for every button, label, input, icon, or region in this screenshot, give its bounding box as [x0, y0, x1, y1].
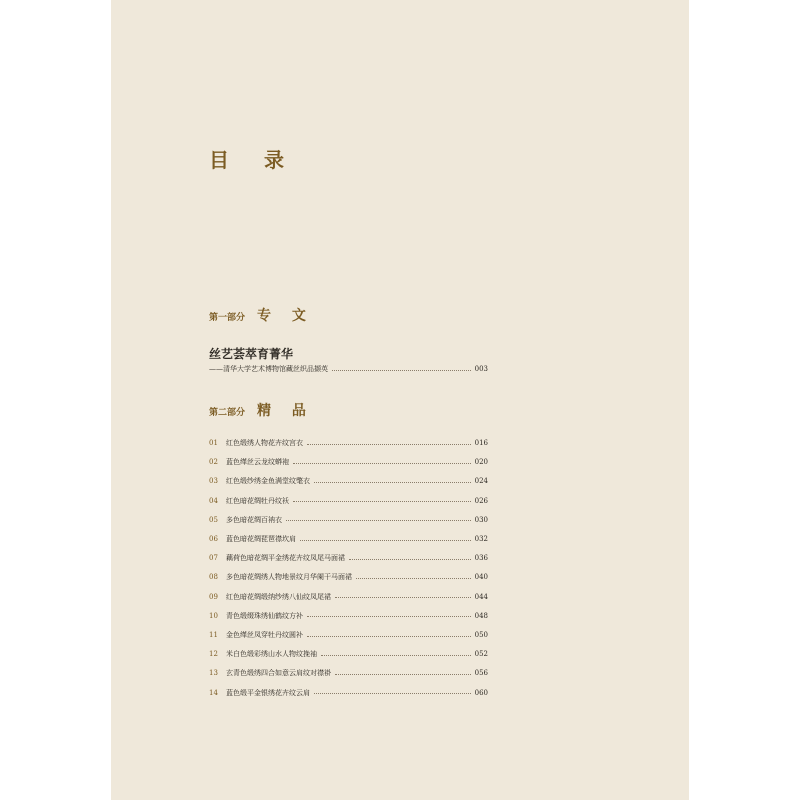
entry-number: 05	[209, 515, 218, 524]
part2-heading	[209, 400, 314, 420]
entry-page-number: 060	[474, 688, 488, 697]
toc-entry[interactable]	[209, 687, 488, 699]
entry-page-number: 048	[474, 611, 488, 620]
toc-entry[interactable]	[209, 495, 488, 507]
leader-dots	[349, 559, 471, 560]
entry-number: 02	[209, 458, 218, 467]
toc-entry[interactable]	[209, 610, 488, 622]
entry-page-number: 024	[474, 477, 488, 486]
entry-page-number: 050	[474, 631, 488, 639]
leader-dots	[293, 501, 471, 502]
entry-number: 04	[209, 496, 218, 505]
toc-entry[interactable]	[209, 475, 488, 487]
entry-title: 玄青色缎绣四合如意云肩纹对襟褂	[226, 669, 331, 678]
entry-title: 红色暗花绸缎纳纱绣八仙纹凤尾裙	[226, 592, 331, 601]
part1-heading	[209, 305, 314, 325]
entry-title: 红色缎纱绣金鱼满堂纹氅衣	[226, 477, 310, 486]
entry-page-number: 052	[474, 650, 488, 659]
entry-title: 米白色缎彩绣山水人物纹挽袖	[226, 650, 317, 659]
entry-title: 多色暗花绸绣人物地景纹月华阑干马面裙	[226, 573, 352, 582]
part2-label: 第二部分	[209, 408, 246, 418]
entry-number: 03	[209, 477, 218, 486]
entry-page-number: 030	[474, 515, 488, 524]
entry-number: 11	[209, 631, 218, 639]
leader-dots	[314, 693, 471, 694]
part2-name: 精 品	[257, 403, 314, 419]
entry-title: 青色缎缀珠绣仙鹤纹方补	[226, 611, 303, 620]
entry-title: 蓝色缎平金银绣花卉纹云肩	[226, 688, 310, 697]
toc-entry[interactable]	[209, 571, 488, 583]
toc-entry[interactable]	[209, 437, 488, 449]
leader-dots	[356, 578, 471, 579]
entry-title: 蓝色暗花绸琵琶襟坎肩	[226, 535, 296, 543]
entry-title: 多色暗花绸百衲衣	[226, 515, 282, 524]
toc-entry[interactable]	[209, 629, 488, 641]
entry-number: 12	[209, 650, 218, 659]
entry-page-number: 040	[474, 573, 488, 582]
essay-page-number: 003	[474, 365, 488, 373]
entry-number: 09	[209, 592, 218, 601]
leader-dots	[286, 520, 471, 521]
leader-dots	[335, 597, 471, 598]
part1-label: 第一部分	[209, 313, 246, 323]
toc-entry[interactable]	[209, 533, 488, 545]
entry-page-number: 036	[474, 554, 488, 563]
entry-page-number: 032	[474, 535, 488, 543]
toc-entry[interactable]	[209, 667, 488, 679]
entry-page-number: 026	[474, 496, 488, 505]
toc-entry[interactable]	[209, 514, 488, 526]
entry-number: 06	[209, 535, 218, 543]
entry-title: 藕荷色暗花绸平金绣花卉纹凤尾马面裙	[226, 554, 345, 563]
entry-number: 13	[209, 669, 218, 678]
leader-dots	[293, 463, 471, 464]
entry-title: 蓝色缂丝云龙纹蟒袍	[226, 458, 289, 467]
toc-entry-essay[interactable]	[209, 363, 488, 375]
toc-entry[interactable]	[209, 456, 488, 468]
entry-page-number: 020	[474, 458, 488, 467]
entry-number: 14	[209, 688, 218, 697]
toc-entry[interactable]	[209, 648, 488, 660]
entry-page-number: 056	[474, 669, 488, 678]
entry-title: 红色缎绣人物花卉纹宫衣	[226, 439, 303, 447]
leader-dots	[300, 540, 471, 541]
leader-dots	[332, 370, 471, 371]
entry-number: 10	[209, 611, 218, 620]
essay-subtitle: ——清华大学艺术博物馆藏丝织品撷英	[209, 365, 328, 373]
entry-number: 07	[209, 554, 218, 563]
catalog-page	[111, 0, 689, 800]
toc-title: 目 录	[209, 148, 298, 172]
toc-entry[interactable]	[209, 552, 488, 564]
leader-dots	[307, 616, 471, 617]
leader-dots	[335, 674, 471, 675]
toc-entry[interactable]	[209, 591, 488, 603]
entry-number: 08	[209, 573, 218, 582]
leader-dots	[307, 636, 471, 637]
leader-dots	[314, 482, 471, 483]
essay-title: 丝艺荟萃育菁华	[209, 347, 294, 361]
part1-name: 专 文	[257, 308, 314, 324]
entry-title: 金色缂丝凤穿牡丹纹圆补	[226, 631, 303, 639]
leader-dots	[307, 444, 471, 445]
entry-number: 01	[209, 439, 218, 447]
entry-page-number: 016	[474, 439, 488, 447]
entry-title: 红色暗花绸牡丹纹袄	[226, 496, 289, 505]
leader-dots	[321, 655, 471, 656]
entry-page-number: 044	[474, 592, 488, 601]
